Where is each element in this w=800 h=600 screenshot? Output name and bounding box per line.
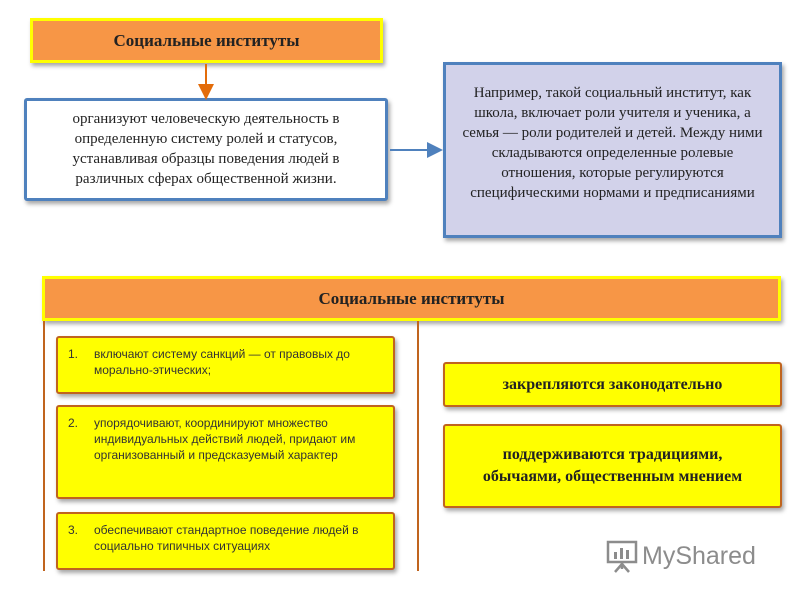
title-social-institutions-bottom bbox=[42, 276, 781, 321]
left-vertical-line bbox=[43, 321, 45, 571]
list-item-text: обеспечивают стандартное поведение людей в социально типичных ситуациях bbox=[94, 523, 359, 553]
title-text: Социальные институты bbox=[318, 288, 505, 308]
definition-box bbox=[24, 98, 388, 201]
example-box bbox=[443, 62, 782, 238]
list-item-2 bbox=[56, 405, 395, 499]
right-box-text: закрепляются законодательно bbox=[502, 375, 723, 393]
title-social-institutions-top bbox=[30, 18, 383, 63]
example-text: Например, такой социальный институт, как школа, включает роли учителя и ученика, а семья — роли родителей и детей. Между ними складываются определенные ролевые отношения, которые регулируются специфическими нормами и предписаниями bbox=[462, 85, 763, 201]
watermark bbox=[606, 536, 776, 576]
right-box-text: поддерживаются традициями, обычаями, общественным мнением bbox=[482, 446, 743, 485]
legal-consolidation-box bbox=[443, 362, 782, 407]
list-item-1 bbox=[56, 336, 395, 394]
list-item-text: упорядочивают, координируют множество индивидуальных действий людей, придают им организованный и предсказуемый характер bbox=[94, 416, 356, 462]
title-text: Социальные институты bbox=[113, 30, 300, 50]
list-item-number: 3. bbox=[68, 523, 79, 537]
watermark-text: MyShared bbox=[642, 541, 756, 570]
list-item-number: 1. bbox=[68, 347, 79, 361]
tradition-support-box bbox=[443, 424, 782, 508]
list-item-text: включают систему санкций — от правовых до морально-этических; bbox=[94, 347, 350, 377]
presentation-board-icon bbox=[606, 539, 638, 573]
center-vertical-line bbox=[417, 321, 419, 571]
list-item-3 bbox=[56, 512, 395, 570]
list-item-number: 2. bbox=[68, 416, 79, 430]
definition-text: организуют человеческую деятельность в определенную систему ролей и статусов, устанавливая образцы поведения людей в различных сферах общественной жизни. bbox=[72, 111, 340, 187]
